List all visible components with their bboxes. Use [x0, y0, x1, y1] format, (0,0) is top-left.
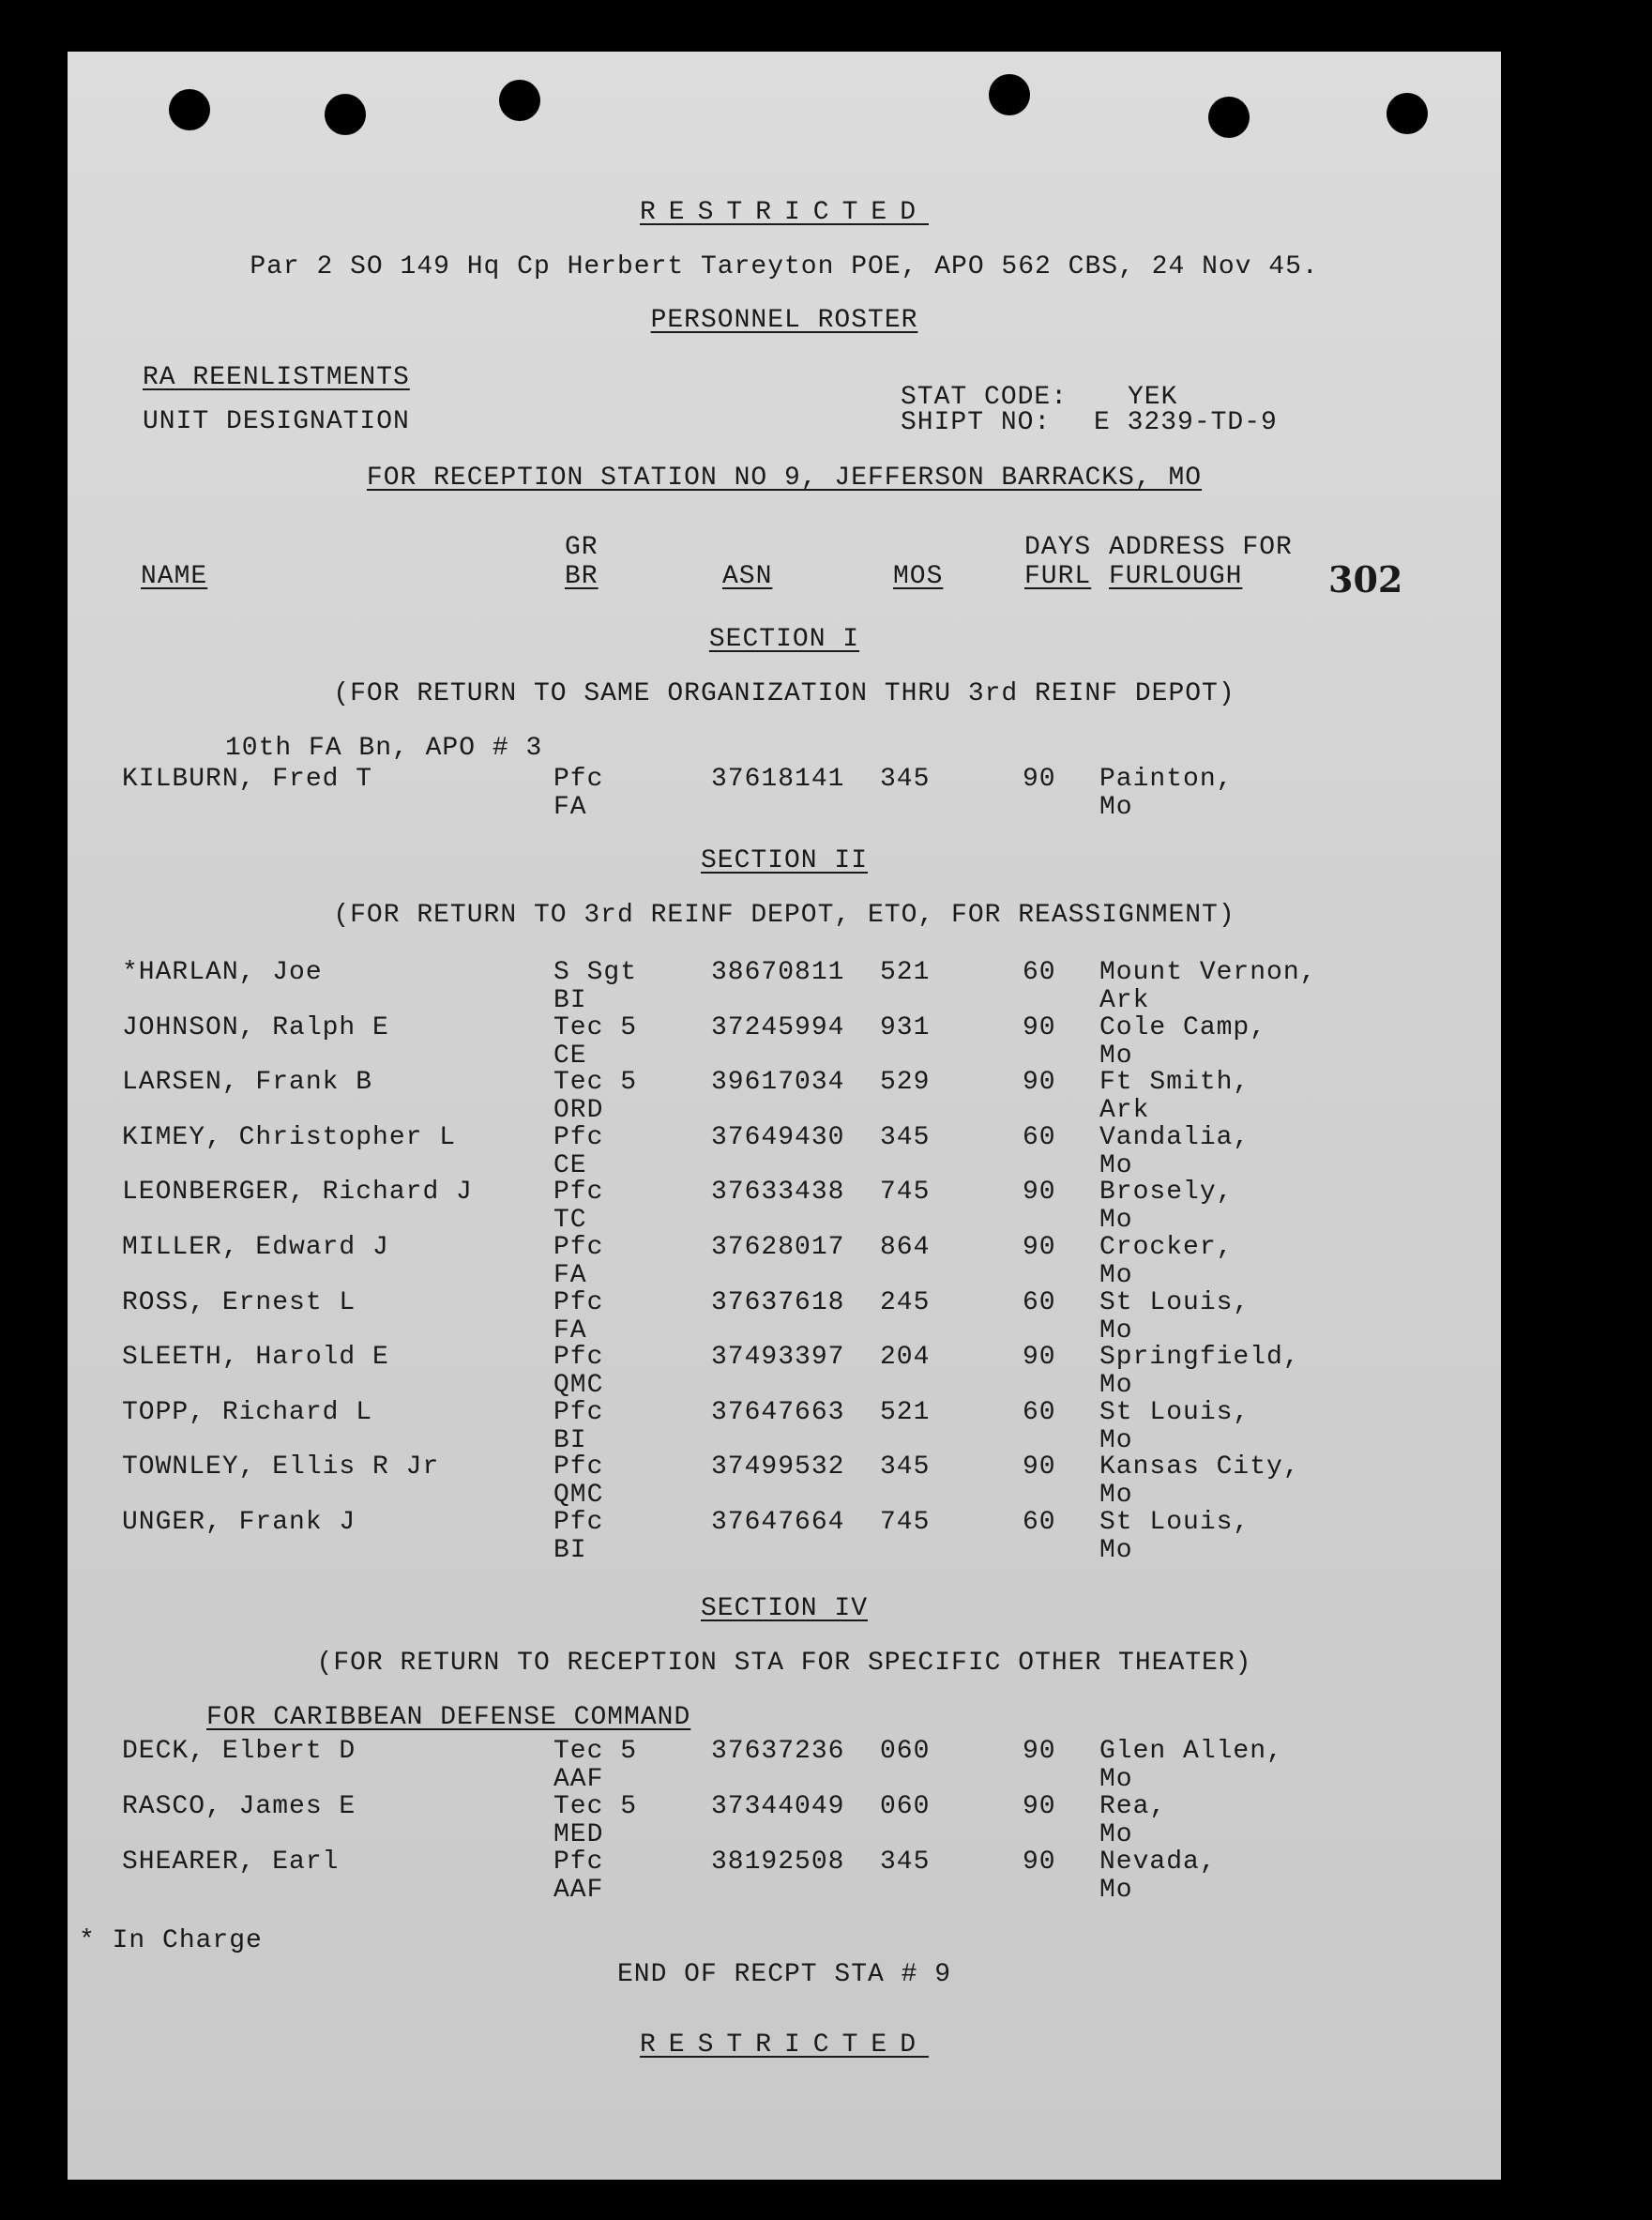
branch: AAF	[553, 1765, 604, 1794]
shipt-no-value: E 3239-TD-9	[1094, 408, 1278, 437]
branch: TC	[553, 1206, 587, 1236]
furlough-address: Vandalia,	[1099, 1122, 1250, 1152]
mos-code: 931	[880, 1012, 931, 1042]
grade: Pfc	[553, 765, 604, 794]
furlough-address: Brosely,	[1099, 1178, 1234, 1208]
furlough-days: 90	[1023, 1847, 1056, 1877]
soldier-name: TOPP, Richard L	[122, 1397, 373, 1427]
furlough-days: 90	[1023, 1068, 1056, 1098]
furlough-state: Mo	[1099, 1150, 1133, 1180]
branch: QMC	[553, 1481, 604, 1511]
in-charge-note: * In Charge	[79, 1926, 263, 1955]
mos-code: 529	[880, 1068, 931, 1098]
furlough-address: Kansas City,	[1099, 1452, 1300, 1483]
branch: BI	[553, 1425, 587, 1455]
mos-code: 060	[880, 1792, 931, 1821]
stat-code-label: STAT CODE:	[901, 383, 1068, 412]
shipt-no-label: SHIPT NO:	[901, 408, 1052, 437]
furlough-days: 60	[1023, 1397, 1056, 1427]
soldier-name: UNGER, Frank J	[122, 1508, 356, 1537]
branch: QMC	[553, 1371, 604, 1401]
category-label: RA REENLISTMENTS	[143, 363, 410, 392]
restricted-footer: RESTRICTED	[639, 2030, 930, 2060]
army-serial-number: 37245994	[711, 1012, 845, 1042]
unit-designation-label: UNIT DESIGNATION	[143, 407, 410, 436]
furlough-state: Mo	[1099, 1765, 1133, 1794]
mos-code: 345	[880, 1122, 931, 1152]
section-1-title: SECTION I	[708, 625, 860, 654]
army-serial-number: 39617034	[711, 1068, 845, 1098]
army-serial-number: 37499532	[711, 1452, 845, 1483]
furlough-address: Glen Allen,	[1099, 1737, 1283, 1766]
soldier-name: KILBURN, Fred T	[122, 765, 373, 794]
soldier-name: MILLER, Edward J	[122, 1233, 389, 1262]
furlough-state: Mo	[1099, 1820, 1133, 1849]
roster-row	[68, 1344, 1501, 1400]
furlough-address: Rea,	[1099, 1792, 1167, 1821]
roster-row	[68, 1014, 1501, 1071]
furlough-days: 90	[1023, 765, 1056, 794]
furlough-days: 90	[1023, 1343, 1056, 1373]
mos-code: 345	[880, 1452, 931, 1483]
roster-page	[68, 52, 1501, 2180]
soldier-name: ROSS, Ernest L	[122, 1287, 356, 1317]
branch: CE	[553, 1150, 587, 1180]
col-days-top: DAYS	[1024, 533, 1092, 562]
grade: S Sgt	[553, 958, 638, 987]
roster-row	[68, 1399, 1501, 1455]
soldier-name: LEONBERGER, Richard J	[122, 1178, 473, 1208]
branch: FA	[553, 1315, 587, 1346]
soldier-name: SHEARER, Earl	[122, 1847, 340, 1877]
army-serial-number: 37493397	[711, 1343, 845, 1373]
branch: FA	[553, 793, 587, 822]
furlough-state: Mo	[1099, 1041, 1133, 1071]
soldier-name: *HARLAN, Joe	[122, 958, 323, 987]
grade: Pfc	[553, 1287, 604, 1317]
soldier-name: RASCO, James E	[122, 1792, 356, 1821]
furlough-state: Mo	[1099, 1206, 1133, 1236]
branch: MED	[553, 1820, 604, 1849]
furlough-state: Mo	[1099, 1315, 1133, 1346]
grade: Tec 5	[553, 1068, 638, 1098]
furlough-state: Mo	[1099, 1536, 1133, 1565]
army-serial-number: 37628017	[711, 1233, 845, 1262]
section-2-subtitle: (FOR RETURN TO 3rd REINF DEPOT, ETO, FOR REASSIGNMENT)	[333, 901, 1235, 930]
mos-code: 245	[880, 1287, 931, 1317]
mos-code: 345	[880, 765, 931, 794]
roster-row	[68, 959, 1501, 1015]
col-address-bottom: FURLOUGH	[1109, 562, 1243, 591]
furlough-days: 90	[1023, 1012, 1056, 1042]
grade: Pfc	[553, 1508, 604, 1537]
col-grade-top: GR	[565, 533, 599, 562]
army-serial-number: 37637236	[711, 1737, 845, 1766]
army-serial-number: 37649430	[711, 1122, 845, 1152]
army-serial-number: 37618141	[711, 765, 845, 794]
mos-code: 345	[880, 1847, 931, 1877]
section-4-title: SECTION IV	[700, 1594, 869, 1623]
soldier-name: JOHNSON, Ralph E	[122, 1012, 389, 1042]
army-serial-number: 37344049	[711, 1792, 845, 1821]
furlough-days: 90	[1023, 1737, 1056, 1766]
grade: Pfc	[553, 1233, 604, 1262]
grade: Pfc	[553, 1343, 604, 1373]
soldier-name: TOWNLEY, Ellis R Jr	[122, 1452, 440, 1483]
furlough-state: Mo	[1099, 1371, 1133, 1401]
section-4-subtitle: (FOR RETURN TO RECEPTION STA FOR SPECIFIC OTHER THEATER)	[316, 1649, 1252, 1678]
soldier-name: SLEETH, Harold E	[122, 1343, 389, 1373]
grade: Tec 5	[553, 1792, 638, 1821]
furlough-state: Mo	[1099, 1876, 1133, 1905]
furlough-state: Mo	[1099, 793, 1133, 822]
furlough-address: St Louis,	[1099, 1397, 1250, 1427]
furlough-address: Nevada,	[1099, 1847, 1217, 1877]
branch: ORD	[553, 1096, 604, 1126]
furlough-address: Mount Vernon,	[1099, 958, 1317, 987]
roster-row	[68, 1234, 1501, 1290]
col-days-bottom: FURL	[1024, 562, 1092, 591]
mos-code: 204	[880, 1343, 931, 1373]
furlough-days: 60	[1023, 1122, 1056, 1152]
grade: Tec 5	[553, 1737, 638, 1766]
army-serial-number: 37637618	[711, 1287, 845, 1317]
roster-row	[68, 1124, 1501, 1180]
roster-row	[68, 1793, 1501, 1849]
punch-hole	[1208, 97, 1250, 138]
furlough-address: Crocker,	[1099, 1233, 1234, 1262]
grade: Pfc	[553, 1847, 604, 1877]
furlough-days: 60	[1023, 1508, 1056, 1537]
soldier-name: LARSEN, Frank B	[122, 1068, 373, 1098]
roster-row	[68, 1738, 1501, 1794]
col-name: NAME	[141, 562, 208, 591]
punch-hole	[325, 94, 366, 135]
furlough-address: Cole Camp,	[1099, 1012, 1267, 1042]
punch-hole	[989, 74, 1030, 115]
furlough-address: Painton,	[1099, 765, 1234, 794]
stat-code-value: YEK	[1128, 383, 1178, 412]
furlough-state: Mo	[1099, 1481, 1133, 1511]
furlough-state: Ark	[1099, 986, 1150, 1015]
furlough-address: St Louis,	[1099, 1508, 1250, 1537]
furlough-days: 90	[1023, 1792, 1056, 1821]
soldier-name: KIMEY, Christopher L	[122, 1122, 457, 1152]
end-line: END OF RECPT STA # 9	[616, 1960, 952, 1989]
branch: FA	[553, 1261, 587, 1290]
grade: Pfc	[553, 1452, 604, 1483]
furlough-days: 60	[1023, 958, 1056, 987]
army-serial-number: 37647663	[711, 1397, 845, 1427]
furlough-address: Springfield,	[1099, 1343, 1300, 1373]
section-4-unit: FOR CARIBBEAN DEFENSE COMMAND	[206, 1703, 691, 1732]
branch: BI	[553, 986, 587, 1015]
furlough-days: 60	[1023, 1287, 1056, 1317]
punch-hole	[1387, 93, 1428, 134]
soldier-name: DECK, Elbert D	[122, 1737, 356, 1766]
destination-line: FOR RECEPTION STATION NO 9, JEFFERSON BARRACKS, MO	[366, 464, 1203, 493]
furlough-days: 90	[1023, 1233, 1056, 1262]
col-address-top: ADDRESS FOR	[1109, 533, 1293, 562]
furlough-state: Mo	[1099, 1261, 1133, 1290]
furlough-days: 90	[1023, 1178, 1056, 1208]
section-1-unit: 10th FA Bn, APO # 3	[225, 734, 543, 763]
grade: Pfc	[553, 1178, 604, 1208]
col-asn: ASN	[722, 562, 773, 591]
army-serial-number: 38192508	[711, 1847, 845, 1877]
roster-row	[68, 1178, 1501, 1235]
furlough-state: Ark	[1099, 1096, 1150, 1126]
page-number: 302	[1328, 558, 1403, 601]
col-mos: MOS	[893, 562, 944, 591]
branch: CE	[553, 1041, 587, 1071]
grade: Pfc	[553, 1397, 604, 1427]
mos-code: 864	[880, 1233, 931, 1262]
mos-code: 745	[880, 1508, 931, 1537]
branch: BI	[553, 1536, 587, 1565]
army-serial-number: 37633438	[711, 1178, 845, 1208]
roster-row	[68, 1289, 1501, 1346]
roster-row	[68, 1453, 1501, 1510]
roster-row	[68, 1848, 1501, 1905]
punch-hole	[499, 80, 540, 121]
army-serial-number: 37647664	[711, 1508, 845, 1537]
army-serial-number: 38670811	[711, 958, 845, 987]
mos-code: 745	[880, 1178, 931, 1208]
furlough-address: St Louis,	[1099, 1287, 1250, 1317]
grade: Pfc	[553, 1122, 604, 1152]
punch-hole	[169, 89, 210, 130]
branch: AAF	[553, 1876, 604, 1905]
order-line: Par 2 SO 149 Hq Cp Herbert Tareyton POE, APO 562 CBS, 24 Nov 45.	[250, 252, 1319, 281]
roster-row	[68, 1069, 1501, 1125]
roster-row	[68, 766, 1501, 822]
mos-code: 060	[880, 1737, 931, 1766]
roster-row	[68, 1509, 1501, 1565]
col-grade-bottom: BR	[565, 562, 599, 591]
furlough-days: 90	[1023, 1452, 1056, 1483]
furlough-address: Ft Smith,	[1099, 1068, 1250, 1098]
roster-title: PERSONNEL ROSTER	[650, 306, 918, 335]
section-2-title: SECTION II	[700, 846, 869, 875]
grade: Tec 5	[553, 1012, 638, 1042]
mos-code: 521	[880, 1397, 931, 1427]
restricted-heading: RESTRICTED	[639, 198, 930, 227]
section-1-subtitle: (FOR RETURN TO SAME ORGANIZATION THRU 3rd REINF DEPOT)	[333, 679, 1235, 708]
mos-code: 521	[880, 958, 931, 987]
furlough-state: Mo	[1099, 1425, 1133, 1455]
